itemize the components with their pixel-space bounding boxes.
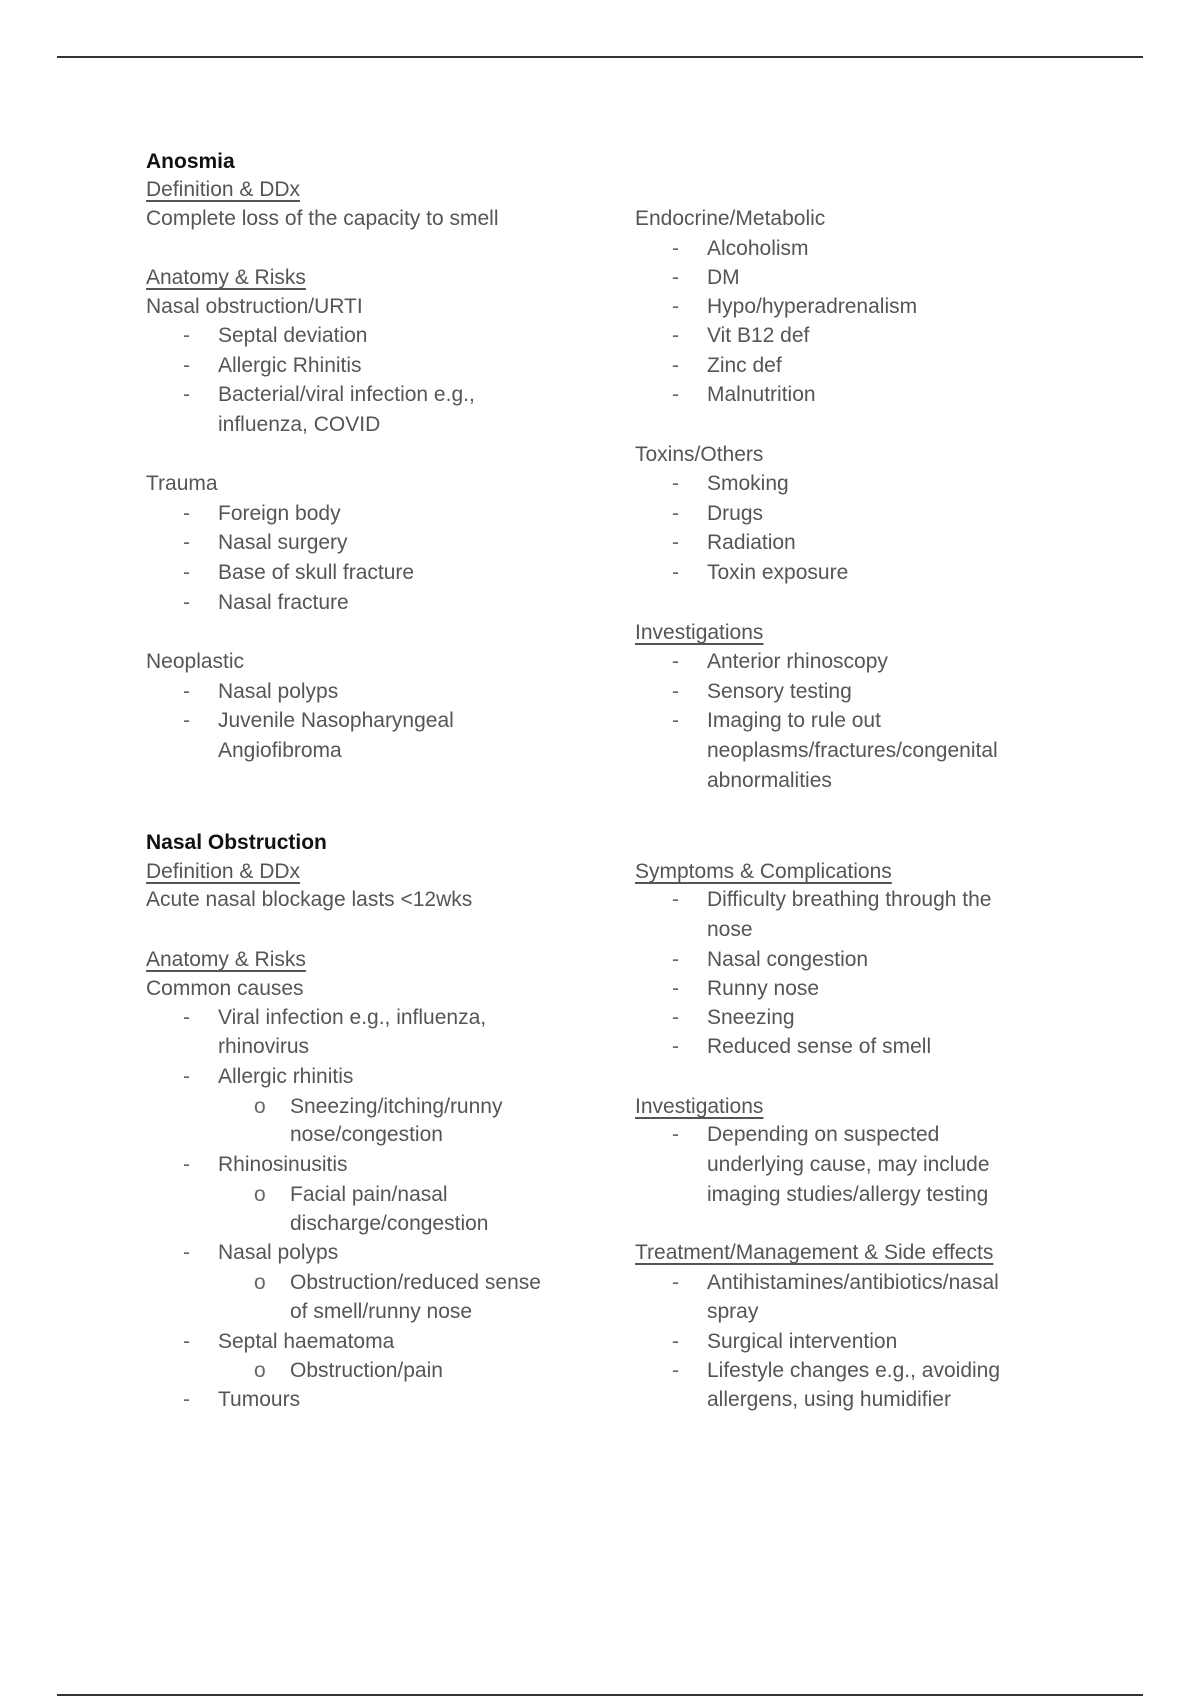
- nasal-investigations-heading: Investigations: [635, 1095, 764, 1118]
- list-bullet: -: [672, 561, 679, 584]
- footer-rule: [57, 1694, 1143, 1696]
- list-item: Sneezing: [707, 1006, 795, 1029]
- sub-list-item-continuation: of smell/runny nose: [290, 1300, 473, 1323]
- header-rule: [57, 56, 1143, 58]
- list-item: Alcoholism: [707, 237, 809, 260]
- trauma-label: Trauma: [146, 472, 218, 495]
- list-bullet: -: [672, 1035, 679, 1058]
- list-bullet: -: [672, 237, 679, 260]
- list-bullet: -: [672, 1359, 679, 1382]
- list-bullet: -: [183, 709, 190, 732]
- sub-list-item: Facial pain/nasal: [290, 1183, 448, 1206]
- list-bullet: -: [672, 1006, 679, 1029]
- sub-list-item: Obstruction/reduced sense: [290, 1271, 541, 1294]
- list-item: Toxin exposure: [707, 561, 849, 584]
- list-bullet: -: [183, 561, 190, 584]
- nasal-definition-heading: Definition & DDx: [146, 860, 301, 883]
- list-bullet: -: [672, 354, 679, 377]
- nasal-definition-text: Acute nasal blockage lasts <12wks: [146, 888, 473, 911]
- sub-list-bullet: o: [254, 1271, 266, 1294]
- sub-list-bullet: o: [254, 1095, 266, 1118]
- list-item: Zinc def: [707, 354, 782, 377]
- list-item: Hypo/hyperadrenalism: [707, 295, 918, 318]
- list-bullet: -: [672, 295, 679, 318]
- list-bullet: -: [183, 1065, 190, 1088]
- list-item-continuation: nose: [707, 918, 753, 941]
- list-item: Depending on suspected: [707, 1123, 940, 1146]
- anosmia-definition-heading: Definition & DDx: [146, 178, 301, 201]
- list-item: Foreign body: [218, 502, 341, 525]
- list-item: Nasal polyps: [218, 680, 339, 703]
- list-bullet: -: [183, 680, 190, 703]
- list-bullet: -: [672, 502, 679, 525]
- list-item: Allergic rhinitis: [218, 1065, 354, 1088]
- sub-list-bullet: o: [254, 1359, 266, 1382]
- list-item-continuation: imaging studies/allergy testing: [707, 1183, 989, 1206]
- list-item: Viral infection e.g., influenza,: [218, 1006, 487, 1029]
- list-item: Difficulty breathing through the: [707, 888, 992, 911]
- treatment-heading: Treatment/Management & Side effects: [635, 1241, 994, 1264]
- list-bullet: -: [672, 650, 679, 673]
- nasal-anatomy-heading: Anatomy & Risks: [146, 948, 306, 971]
- list-item-continuation: influenza, COVID: [218, 413, 381, 436]
- endocrine-label: Endocrine/Metabolic: [635, 207, 826, 230]
- list-item-continuation: allergens, using humidifier: [707, 1388, 951, 1411]
- sub-list-item: Sneezing/itching/runny: [290, 1095, 503, 1118]
- anosmia-anatomy-heading: Anatomy & Risks: [146, 266, 306, 289]
- list-item: Nasal polyps: [218, 1241, 339, 1264]
- anosmia-investigations-heading: Investigations: [635, 621, 764, 644]
- nasal-obstruction-title: Nasal Obstruction: [146, 831, 327, 854]
- list-item: DM: [707, 266, 740, 289]
- list-item: Septal haematoma: [218, 1330, 395, 1353]
- symptoms-heading: Symptoms & Complications: [635, 860, 892, 883]
- toxins-label: Toxins/Others: [635, 443, 764, 466]
- list-bullet: -: [183, 1241, 190, 1264]
- list-item: Rhinosinusitis: [218, 1153, 348, 1176]
- list-bullet: -: [672, 680, 679, 703]
- list-item: Reduced sense of smell: [707, 1035, 932, 1058]
- sub-list-item-continuation: discharge/congestion: [290, 1212, 489, 1235]
- list-bullet: -: [672, 324, 679, 347]
- list-item: Drugs: [707, 502, 764, 525]
- list-bullet: -: [183, 531, 190, 554]
- list-item-continuation: Angiofibroma: [218, 739, 342, 762]
- anosmia-title: Anosmia: [146, 150, 235, 173]
- list-item-continuation: rhinovirus: [218, 1035, 310, 1058]
- list-item: Juvenile Nasopharyngeal: [218, 709, 454, 732]
- list-bullet: -: [183, 1330, 190, 1353]
- common-causes-label: Common causes: [146, 977, 304, 1000]
- list-item: Malnutrition: [707, 383, 816, 406]
- list-bullet: -: [183, 1006, 190, 1029]
- list-item: Antihistamines/antibiotics/nasal: [707, 1271, 999, 1294]
- list-item: Surgical intervention: [707, 1330, 898, 1353]
- list-bullet: -: [672, 709, 679, 732]
- list-item: Lifestyle changes e.g., avoiding: [707, 1359, 1001, 1382]
- list-item: Bacterial/viral infection e.g.,: [218, 383, 475, 406]
- list-item: Vit B12 def: [707, 324, 810, 347]
- list-bullet: -: [183, 354, 190, 377]
- list-bullet: -: [183, 1153, 190, 1176]
- sub-list-bullet: o: [254, 1183, 266, 1206]
- list-item: Anterior rhinoscopy: [707, 650, 888, 673]
- list-item: Base of skull fracture: [218, 561, 415, 584]
- list-item-continuation: neoplasms/fractures/congenital: [707, 739, 998, 762]
- list-item-continuation: spray: [707, 1300, 759, 1323]
- list-bullet: -: [672, 1123, 679, 1146]
- list-bullet: -: [672, 383, 679, 406]
- list-bullet: -: [183, 1388, 190, 1411]
- list-item-continuation: underlying cause, may include: [707, 1153, 990, 1176]
- list-bullet: -: [672, 948, 679, 971]
- list-bullet: -: [183, 383, 190, 406]
- anosmia-definition-text: Complete loss of the capacity to smell: [146, 207, 499, 230]
- list-bullet: -: [672, 1330, 679, 1353]
- list-item: Nasal surgery: [218, 531, 348, 554]
- sub-list-item: Obstruction/pain: [290, 1359, 443, 1382]
- list-item: Allergic Rhinitis: [218, 354, 362, 377]
- nasal-obstruction-urti-label: Nasal obstruction/URTI: [146, 295, 363, 318]
- list-item: Sensory testing: [707, 680, 852, 703]
- list-item: Tumours: [218, 1388, 301, 1411]
- list-item: Smoking: [707, 472, 789, 495]
- list-item: Nasal fracture: [218, 591, 349, 614]
- list-item: Radiation: [707, 531, 796, 554]
- list-bullet: -: [183, 591, 190, 614]
- list-bullet: -: [672, 977, 679, 1000]
- neoplastic-label: Neoplastic: [146, 650, 245, 673]
- list-item-continuation: abnormalities: [707, 769, 832, 792]
- list-bullet: -: [672, 531, 679, 554]
- list-bullet: -: [183, 502, 190, 525]
- list-item: Imaging to rule out: [707, 709, 881, 732]
- list-bullet: -: [183, 324, 190, 347]
- list-item: Septal deviation: [218, 324, 368, 347]
- list-item: Runny nose: [707, 977, 820, 1000]
- list-bullet: -: [672, 1271, 679, 1294]
- sub-list-item-continuation: nose/congestion: [290, 1123, 443, 1146]
- list-bullet: -: [672, 888, 679, 911]
- list-item: Nasal congestion: [707, 948, 869, 971]
- list-bullet: -: [672, 266, 679, 289]
- list-bullet: -: [672, 472, 679, 495]
